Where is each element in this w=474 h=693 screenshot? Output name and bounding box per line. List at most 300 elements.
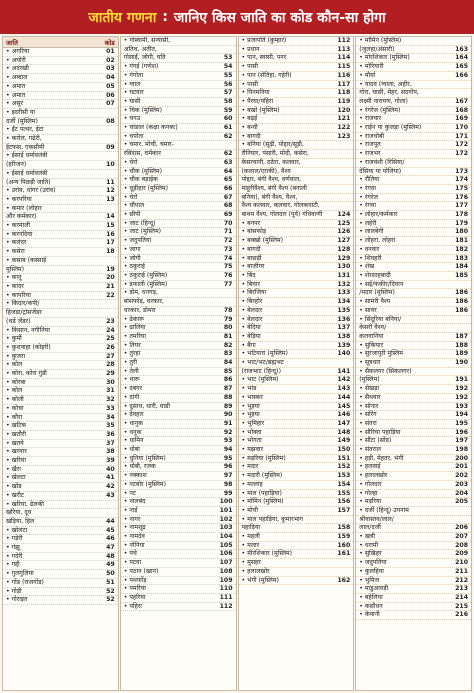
caste-name: • कोरबा xyxy=(6,378,26,386)
table-row xyxy=(239,333,354,342)
caste-name: • राजभर xyxy=(359,150,381,158)
table-row xyxy=(121,228,236,237)
caste-code: 113 xyxy=(337,45,351,53)
table-row xyxy=(121,368,236,377)
caste-name: • बखो (मुस्लिम) xyxy=(241,106,280,114)
table-row xyxy=(239,124,354,133)
table-row xyxy=(121,568,236,577)
table-row xyxy=(3,335,118,344)
caste-code: 114 xyxy=(337,54,351,62)
caste-name: • बढ़ई xyxy=(241,115,258,123)
table-row xyxy=(3,492,118,501)
caste-name: • अगरिया xyxy=(6,48,30,55)
caste-name: • खरवार xyxy=(6,448,27,456)
table-row xyxy=(121,350,236,359)
caste-code: 152 xyxy=(337,463,351,471)
caste-name: • बेलदार xyxy=(241,315,263,323)
caste-name: • केवानी xyxy=(359,611,380,619)
caste-name: श्रीवास्तव/लाल/ xyxy=(359,515,394,523)
caste-code: 27 xyxy=(106,352,115,360)
caste-code: 108 xyxy=(219,567,233,575)
caste-name: • अदरखी xyxy=(6,65,29,73)
caste-name: • किसान, नगीनिया xyxy=(6,326,50,334)
table-row xyxy=(121,307,236,316)
caste-code: 121 xyxy=(337,115,351,123)
caste-name: • किदार/कपी/ xyxy=(6,300,40,308)
table-row xyxy=(356,228,471,237)
caste-code: 54 xyxy=(223,63,233,71)
caste-code: 73 xyxy=(223,245,233,253)
table-row xyxy=(3,126,118,135)
caste-code: 02 xyxy=(106,56,115,64)
table-row xyxy=(239,411,354,420)
caste-code: 18 xyxy=(106,248,115,256)
caste-name: • हड़ी, मेहतर, भंगी xyxy=(359,454,404,462)
caste-code: 58 xyxy=(223,97,233,105)
caste-code: 158 xyxy=(337,524,351,532)
caste-code: 03 xyxy=(106,65,115,73)
caste-code: 214 xyxy=(455,594,468,601)
caste-name: • कोली xyxy=(6,396,24,404)
caste-name: • करनदिया xyxy=(6,230,33,238)
caste-code: 43 xyxy=(106,491,115,499)
caste-code: 194 xyxy=(455,411,468,419)
table-row xyxy=(239,272,354,281)
caste-name: • धुनिया (मुस्लिम) xyxy=(123,454,166,462)
caste-name: • गदेरी xyxy=(6,552,23,560)
caste-code: 52 xyxy=(106,587,115,595)
caste-name: • दर्जी (हिन्दू) उपनाम xyxy=(359,506,409,514)
caste-code: 185 xyxy=(455,271,468,279)
caste-name: • भाट/भट/ब्रह्मभट xyxy=(241,359,284,367)
caste-name: पहाड़िया xyxy=(241,524,261,532)
caste-code: 179 xyxy=(455,219,468,227)
caste-code: 69 xyxy=(223,211,233,219)
table-row xyxy=(3,535,118,544)
caste-code: 193 xyxy=(455,402,468,410)
caste-name: • पासी xyxy=(241,80,259,88)
caste-code: 87 xyxy=(223,385,233,393)
caste-name: • कसौधन xyxy=(359,602,383,610)
caste-name: • धोबा xyxy=(123,446,140,454)
table-row xyxy=(3,344,118,353)
table-row xyxy=(239,376,354,385)
table-row xyxy=(3,170,118,179)
table-row xyxy=(239,176,354,185)
caste-name: • चमार, मोची, चमार- xyxy=(123,141,174,149)
caste-code: 156 xyxy=(337,498,351,506)
caste-code: 15 xyxy=(106,222,115,230)
table-row xyxy=(3,570,118,579)
table-row xyxy=(356,594,471,603)
caste-code: 146 xyxy=(337,411,351,419)
table-row xyxy=(356,263,471,272)
caste-code: 77 xyxy=(223,280,233,288)
table-row xyxy=(3,588,118,597)
caste-code: 126 xyxy=(337,228,351,236)
table-row xyxy=(121,263,236,272)
table-row xyxy=(356,472,471,481)
table-row xyxy=(356,81,471,90)
table-row xyxy=(121,211,236,220)
caste-name: • मदारी (मुस्लिम) xyxy=(241,472,283,480)
table-row xyxy=(239,498,354,507)
table-row xyxy=(3,187,118,196)
caste-code: 139 xyxy=(337,341,351,349)
caste-name: • बैगा xyxy=(241,341,256,349)
caste-name: • सामरी वैश्य xyxy=(359,298,391,306)
caste-name: • पान (सेतिहा, गहेरी) xyxy=(241,71,292,79)
table-row xyxy=(239,141,354,150)
caste-name: • राईन या कुजड़ा (मुस्लिम) xyxy=(359,124,422,132)
caste-name: • पान, स्वासी, पनर xyxy=(241,54,287,62)
caste-code: 48 xyxy=(106,552,115,560)
caste-name: • कसाब (कस्साई xyxy=(6,256,47,264)
caste-name: (मुस्लिम) xyxy=(359,376,380,384)
caste-name: • पिनमनिया xyxy=(241,89,270,97)
caste-code: 53 xyxy=(223,54,233,62)
caste-name: • महली xyxy=(241,533,260,541)
table-row xyxy=(239,298,354,307)
caste-code: 115 xyxy=(337,63,351,71)
caste-name: • यादव (ग्वाला, अहीर, xyxy=(359,80,412,88)
caste-code: 90 xyxy=(223,411,233,419)
table-row xyxy=(3,518,118,527)
table-row xyxy=(356,176,471,185)
table-row xyxy=(121,542,236,551)
caste-name: खड़िया, हिल xyxy=(6,517,35,525)
table-row xyxy=(121,403,236,412)
caste-name: • मोमिन (मुस्लिम) xyxy=(241,498,284,506)
caste-code: 85 xyxy=(223,367,233,375)
table-row xyxy=(239,524,354,533)
table-row xyxy=(356,350,471,359)
table-row xyxy=(3,553,118,562)
caste-name: • हलवाई xyxy=(359,463,381,471)
caste-code: 189 xyxy=(455,350,468,358)
caste-name: (कलाल/एराकी), वैश्य xyxy=(241,167,291,175)
caste-name: • नालबंद xyxy=(123,498,146,506)
caste-name: • प्रधान xyxy=(241,45,260,53)
caste-name: • लालबेगी xyxy=(359,228,384,236)
caste-code: 11 xyxy=(106,178,115,186)
table-row xyxy=(121,577,236,586)
caste-code: 93 xyxy=(223,437,233,445)
caste-name: • दुसाध, धारी, धाडी xyxy=(123,402,170,410)
table-row xyxy=(356,246,471,255)
caste-name: • दबगर xyxy=(123,385,143,393)
caste-name: • गोड़ी xyxy=(6,587,22,595)
caste-code: 207 xyxy=(455,533,468,541)
caste-name: • डफाली (मुस्लिम) xyxy=(123,280,168,288)
caste-code: 144 xyxy=(337,393,351,401)
caste-name: • सुरजापुरी मुस्लिम xyxy=(359,350,403,358)
caste-code: 32 xyxy=(106,396,115,404)
table-column-3 xyxy=(238,36,355,691)
table-row xyxy=(239,37,354,46)
table-row xyxy=(121,420,236,429)
caste-code: 42 xyxy=(106,483,115,491)
table-row xyxy=(239,559,354,568)
table-row xyxy=(356,463,471,472)
table-row xyxy=(121,411,236,420)
caste-name: • भोगता xyxy=(241,437,262,445)
table-row xyxy=(239,577,354,586)
table-row xyxy=(121,107,236,116)
table-row xyxy=(356,133,471,142)
caste-code: 52 xyxy=(106,596,115,604)
caste-code: 98 xyxy=(223,480,233,488)
caste-code: 30 xyxy=(106,378,115,386)
caste-code: 181 xyxy=(455,237,468,245)
caste-code: 17 xyxy=(106,239,115,247)
table-row xyxy=(239,550,354,559)
table-row xyxy=(3,179,118,188)
caste-code: 86 xyxy=(223,376,233,384)
caste-name: (थर्ड जेंडर) xyxy=(6,317,31,325)
caste-name: • ईंट पत्थर, ईटा xyxy=(6,126,44,134)
caste-name: • भंगी (मुस्लिम) xyxy=(241,576,279,584)
table-row xyxy=(121,333,236,342)
caste-code: 62 xyxy=(223,132,233,140)
table-row xyxy=(121,72,236,81)
header-subtitle: जानिए किस जाति का कोड कौन-सा होगा xyxy=(173,9,386,26)
caste-name: • सोनार xyxy=(359,402,379,410)
caste-code: 182 xyxy=(455,245,468,253)
caste-name: दर्जी (मुस्लिम) xyxy=(6,117,38,125)
table-row xyxy=(121,289,236,298)
column-header-name: जाति xyxy=(6,38,18,47)
table-row xyxy=(3,274,118,283)
caste-code: 177 xyxy=(455,202,468,210)
caste-code: 44 xyxy=(106,517,115,525)
caste-name: • कुलहिया xyxy=(359,567,384,575)
caste-name: • मोरियारी xyxy=(359,63,384,71)
caste-code: 162 xyxy=(337,576,351,584)
table-row xyxy=(121,603,236,612)
table-row xyxy=(3,561,118,570)
table-row xyxy=(239,420,354,429)
caste-code: 109 xyxy=(219,576,233,584)
caste-name: • चौक (मुस्लिम) xyxy=(123,167,163,175)
caste-name: हिजड़ा/ट्रांसजेंडर xyxy=(6,309,42,317)
caste-code: 211 xyxy=(455,567,468,575)
caste-name: • उरांव, धांगर (उरांव) xyxy=(6,187,56,195)
caste-code: 135 xyxy=(337,306,351,314)
caste-name: • भुइयां xyxy=(241,402,260,410)
table-row xyxy=(3,92,118,101)
caste-name: • रंगरेज (मुस्लिम) xyxy=(359,106,401,114)
caste-name: • बागदी xyxy=(241,245,261,253)
caste-name: • घासी xyxy=(123,97,141,105)
caste-code: 81 xyxy=(223,332,233,340)
caste-code: 202 xyxy=(455,472,468,480)
caste-name: • बनिया (सूढ़ी, पोद्दार/सूड़ी, xyxy=(241,141,304,149)
caste-code: 84 xyxy=(223,359,233,367)
table-row xyxy=(239,255,354,264)
table-row xyxy=(3,440,118,449)
caste-name: • मोची xyxy=(241,506,258,514)
caste-name: • गद्दी xyxy=(6,561,20,569)
caste-code: 39 xyxy=(106,457,115,465)
caste-code: 153 xyxy=(337,472,351,480)
table-row xyxy=(356,507,471,516)
caste-name: वैश्य कलवार, कलवार, गोलकपाटी, xyxy=(241,202,320,210)
caste-name: • मलार xyxy=(241,541,260,549)
table-row xyxy=(121,115,236,124)
caste-name: • पठान (खान) xyxy=(123,567,159,575)
caste-code: 62 xyxy=(223,150,233,158)
table-row xyxy=(239,98,354,107)
caste-name: • नागर xyxy=(123,515,141,523)
caste-code: 01 xyxy=(106,48,115,55)
caste-name: बांसफोड़, धरकार, xyxy=(123,298,164,306)
table-row xyxy=(121,272,236,281)
caste-name: • प्रजापति (कुम्हार) xyxy=(241,37,287,44)
table-row xyxy=(3,74,118,83)
table-row xyxy=(121,585,236,594)
table-row xyxy=(3,309,118,318)
caste-code: 97 xyxy=(223,472,233,480)
caste-name: • जदुपतिया xyxy=(359,559,387,567)
caste-name: • भोक्ता xyxy=(241,428,262,436)
table-row xyxy=(3,222,118,231)
caste-code: 163 xyxy=(455,45,468,53)
caste-name: • शेरशाहबादी xyxy=(359,271,391,279)
table-row xyxy=(239,211,354,220)
caste-code: 186 xyxy=(455,289,468,297)
caste-name: • कुजरा xyxy=(6,352,26,360)
caste-name: • बहेलिया xyxy=(359,594,383,601)
caste-code: 23 xyxy=(106,317,115,325)
caste-name: • अमात xyxy=(6,82,26,90)
caste-code: 204 xyxy=(455,489,468,497)
caste-name: मुस्लिम) xyxy=(6,265,25,273)
table-row xyxy=(356,316,471,325)
caste-code: 59 xyxy=(223,106,233,114)
table-row xyxy=(3,501,118,510)
caste-name: • संतरा xyxy=(359,419,377,427)
caste-code: 16 xyxy=(106,230,115,238)
caste-code: 123 xyxy=(337,132,351,140)
table-row xyxy=(239,72,354,81)
table-row xyxy=(356,72,471,81)
caste-code: 198 xyxy=(455,446,468,454)
caste-name: • नटबोर (मुस्लिम) xyxy=(123,480,166,488)
table-row xyxy=(356,324,471,333)
caste-name: • गंझू xyxy=(6,544,20,552)
table-row xyxy=(121,98,236,107)
caste-code: 09 xyxy=(106,143,115,151)
caste-name: • थारू xyxy=(123,376,140,384)
caste-code: 74 xyxy=(223,254,233,262)
caste-code: 64 xyxy=(223,167,233,175)
table-row xyxy=(239,403,354,412)
caste-code: 160 xyxy=(337,541,351,549)
caste-name: (जुलहा/अंसारी) xyxy=(359,45,395,53)
caste-name: • तियर xyxy=(123,341,141,349)
table-row xyxy=(356,289,471,298)
table-row xyxy=(356,359,471,368)
table-row xyxy=(121,394,236,403)
caste-name: • खरिया, ढेलकी xyxy=(6,500,44,508)
table-row xyxy=(121,516,236,525)
table-row xyxy=(3,300,118,309)
caste-name: • गोराइत xyxy=(6,596,28,604)
table-row xyxy=(121,168,236,177)
table-row xyxy=(356,411,471,420)
caste-code: 159 xyxy=(337,533,351,541)
caste-code: 10 xyxy=(106,161,115,169)
table-row xyxy=(239,89,354,98)
caste-name: • कलंदर xyxy=(6,239,27,247)
caste-name: गोरा, घासी, मेहर, सदगोप, xyxy=(359,89,419,97)
caste-name: • जोगी xyxy=(123,254,141,262)
caste-name: • करोल, गढ़ेरी, xyxy=(6,135,42,143)
table-row xyxy=(356,150,471,159)
caste-code: 145 xyxy=(337,402,351,410)
table-row xyxy=(3,109,118,118)
caste-code: 28 xyxy=(106,361,115,369)
caste-code: 33 xyxy=(106,404,115,412)
caste-name: रबिदास, चर्मकार xyxy=(123,150,161,158)
caste-name: • लोहार/कर्मकार xyxy=(359,211,398,219)
caste-name: • भटियारा (मुस्लिम) xyxy=(241,350,288,358)
caste-name: • सूत्रधार xyxy=(359,359,381,367)
table-row xyxy=(239,263,354,272)
table-row xyxy=(356,498,471,507)
table-row xyxy=(356,568,471,577)
caste-code: 60 xyxy=(223,115,233,123)
header-inner xyxy=(88,8,385,27)
caste-code: 176 xyxy=(455,193,468,201)
caste-name: • अघोरी xyxy=(6,56,26,64)
table-row xyxy=(356,124,471,133)
caste-name: कलवानिया xyxy=(359,332,384,340)
caste-name: • राजवंशी (रिसिया/ xyxy=(359,158,405,166)
table-row xyxy=(3,387,118,396)
table-row xyxy=(3,161,118,170)
caste-name: केसरवानी, ठठेरा, कलवार, xyxy=(241,158,301,166)
caste-code: 170 xyxy=(455,124,468,132)
caste-code: 71 xyxy=(223,228,233,236)
table-row xyxy=(356,403,471,412)
table-row xyxy=(3,152,118,161)
caste-code: 178 xyxy=(455,211,468,219)
caste-name: लक्ष्मी नारायण, गोला) xyxy=(359,97,408,105)
table-row xyxy=(121,498,236,507)
table-row xyxy=(356,550,471,559)
table-row xyxy=(3,248,118,257)
caste-code: 100 xyxy=(219,498,233,506)
caste-name: • कमार (लोहार xyxy=(6,204,42,212)
caste-name: • कानू xyxy=(6,274,22,282)
caste-name: • रौतिया xyxy=(359,176,380,184)
caste-code: 197 xyxy=(455,437,468,445)
table-row xyxy=(121,490,236,499)
table-row xyxy=(239,481,354,490)
caste-code: 124 xyxy=(337,211,351,219)
caste-name: धरकार, डोमरा xyxy=(123,306,156,314)
caste-code: 34 xyxy=(106,413,115,421)
caste-code: 37 xyxy=(106,439,115,447)
table-row xyxy=(239,185,354,194)
column-header xyxy=(3,37,118,48)
table-row xyxy=(356,115,471,124)
caste-code: 22 xyxy=(106,291,115,299)
caste-code: 155 xyxy=(337,489,351,497)
table-row xyxy=(356,159,471,168)
